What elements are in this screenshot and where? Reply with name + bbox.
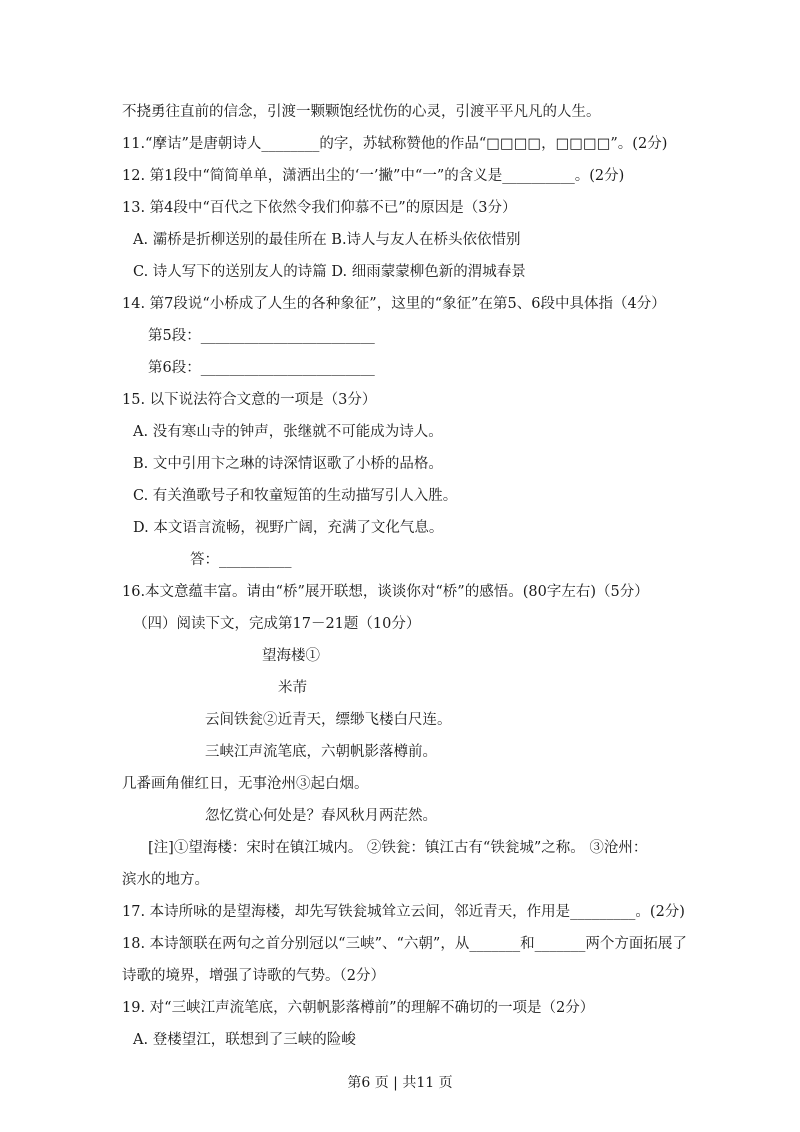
text-line: 不挠勇往直前的信念，引渡一颗颗饱经忧伤的心灵，引渡平平凡凡的人生。 [122, 104, 601, 120]
question-12: 12. 第1段中“简简单单，潇洒出尘的‘一’撇”中“一”的含义是__________。(2分) [122, 168, 625, 184]
option-line: A. 灞桥是折柳送别的最佳所在 B.诗人与友人在桥头依依惜别 [133, 232, 521, 248]
annotation-cont: 滨水的地方。 [122, 872, 209, 888]
poem-line: 云间铁瓮②近青天，缥缈飞楼白尺连。 [205, 712, 452, 728]
section-heading: （四）阅读下文，完成第17－21题（10分） [133, 616, 421, 632]
question-11: 11.“摩诘”是唐朝诗人________的字，苏轼称赞他的作品“□□□□，□□□□”。(2分) [122, 136, 668, 152]
answer-line-para6: 第6段：________________________ [148, 360, 375, 376]
question-17: 17. 本诗所咏的是望海楼，却先写铁瓮城耸立云间，邻近青天，作用是_________。(2分) [122, 904, 685, 920]
question-18-cont: 诗歌的境界，增强了诗歌的气势。（2分） [122, 968, 385, 984]
poem-author: 米芾 [278, 680, 307, 696]
annotation: [注]①望海楼：宋时在镇江城内。 ②铁瓮：镇江古有“铁瓮城”之称。 ③沧州： [148, 840, 648, 856]
page-footer: 第6 页 | 共11 页 [347, 1075, 453, 1091]
poem-line: 忽忆赏心何处是？春风秋月两茫然。 [205, 808, 437, 824]
question-18: 18. 本诗颔联在两句之首分别冠以“三峡”、“六朝”，从_______和_______两个方面拓展了 [122, 936, 687, 952]
poem-line: 三峡江声流笔底，六朝帆影落樽前。 [205, 744, 437, 760]
option-b: B. 文中引用卞之琳的诗深情讴歌了小桥的品格。 [133, 456, 443, 472]
question-16: 16.本文意蕴丰富。请由“桥”展开联想，谈谈你对“桥”的感悟。(80字左右)（5分） [122, 584, 649, 600]
option-a: A. 没有寒山寺的钟声，张继就不可能成为诗人。 [133, 424, 443, 440]
option-line: C. 诗人写下的送别友人的诗篇 D. 细雨蒙蒙柳色新的渭城春景 [133, 264, 526, 280]
question-14: 14. 第7段说“小桥成了人生的各种象征”，这里的“象征”在第5、6段中具体指（4分） [122, 296, 666, 312]
answer-blank: 答：__________ [190, 552, 292, 568]
answer-line-para5: 第5段：________________________ [148, 328, 375, 344]
question-19: 19. 对“三峡江声流笔底，六朝帆影落樽前”的理解不确切的一项是（2分） [122, 1000, 595, 1016]
option-d: D. 本文语言流畅，视野广阔，充满了文化气息。 [133, 520, 444, 536]
poem-line: 几番画角催红日，无事沧州③起白烟。 [122, 776, 369, 792]
poem-title: 望海楼① [262, 648, 320, 664]
question-15: 15. 以下说法符合文意的一项是（3分） [122, 392, 377, 408]
option-c: C. 有关渔歌号子和牧童短笛的生动描写引人入胜。 [133, 488, 458, 504]
question-13: 13. 第4段中“百代之下依然令我们仰慕不已”的原因是（3分） [122, 200, 517, 216]
option-a: A. 登楼望江，联想到了三峡的险峻 [133, 1032, 356, 1048]
